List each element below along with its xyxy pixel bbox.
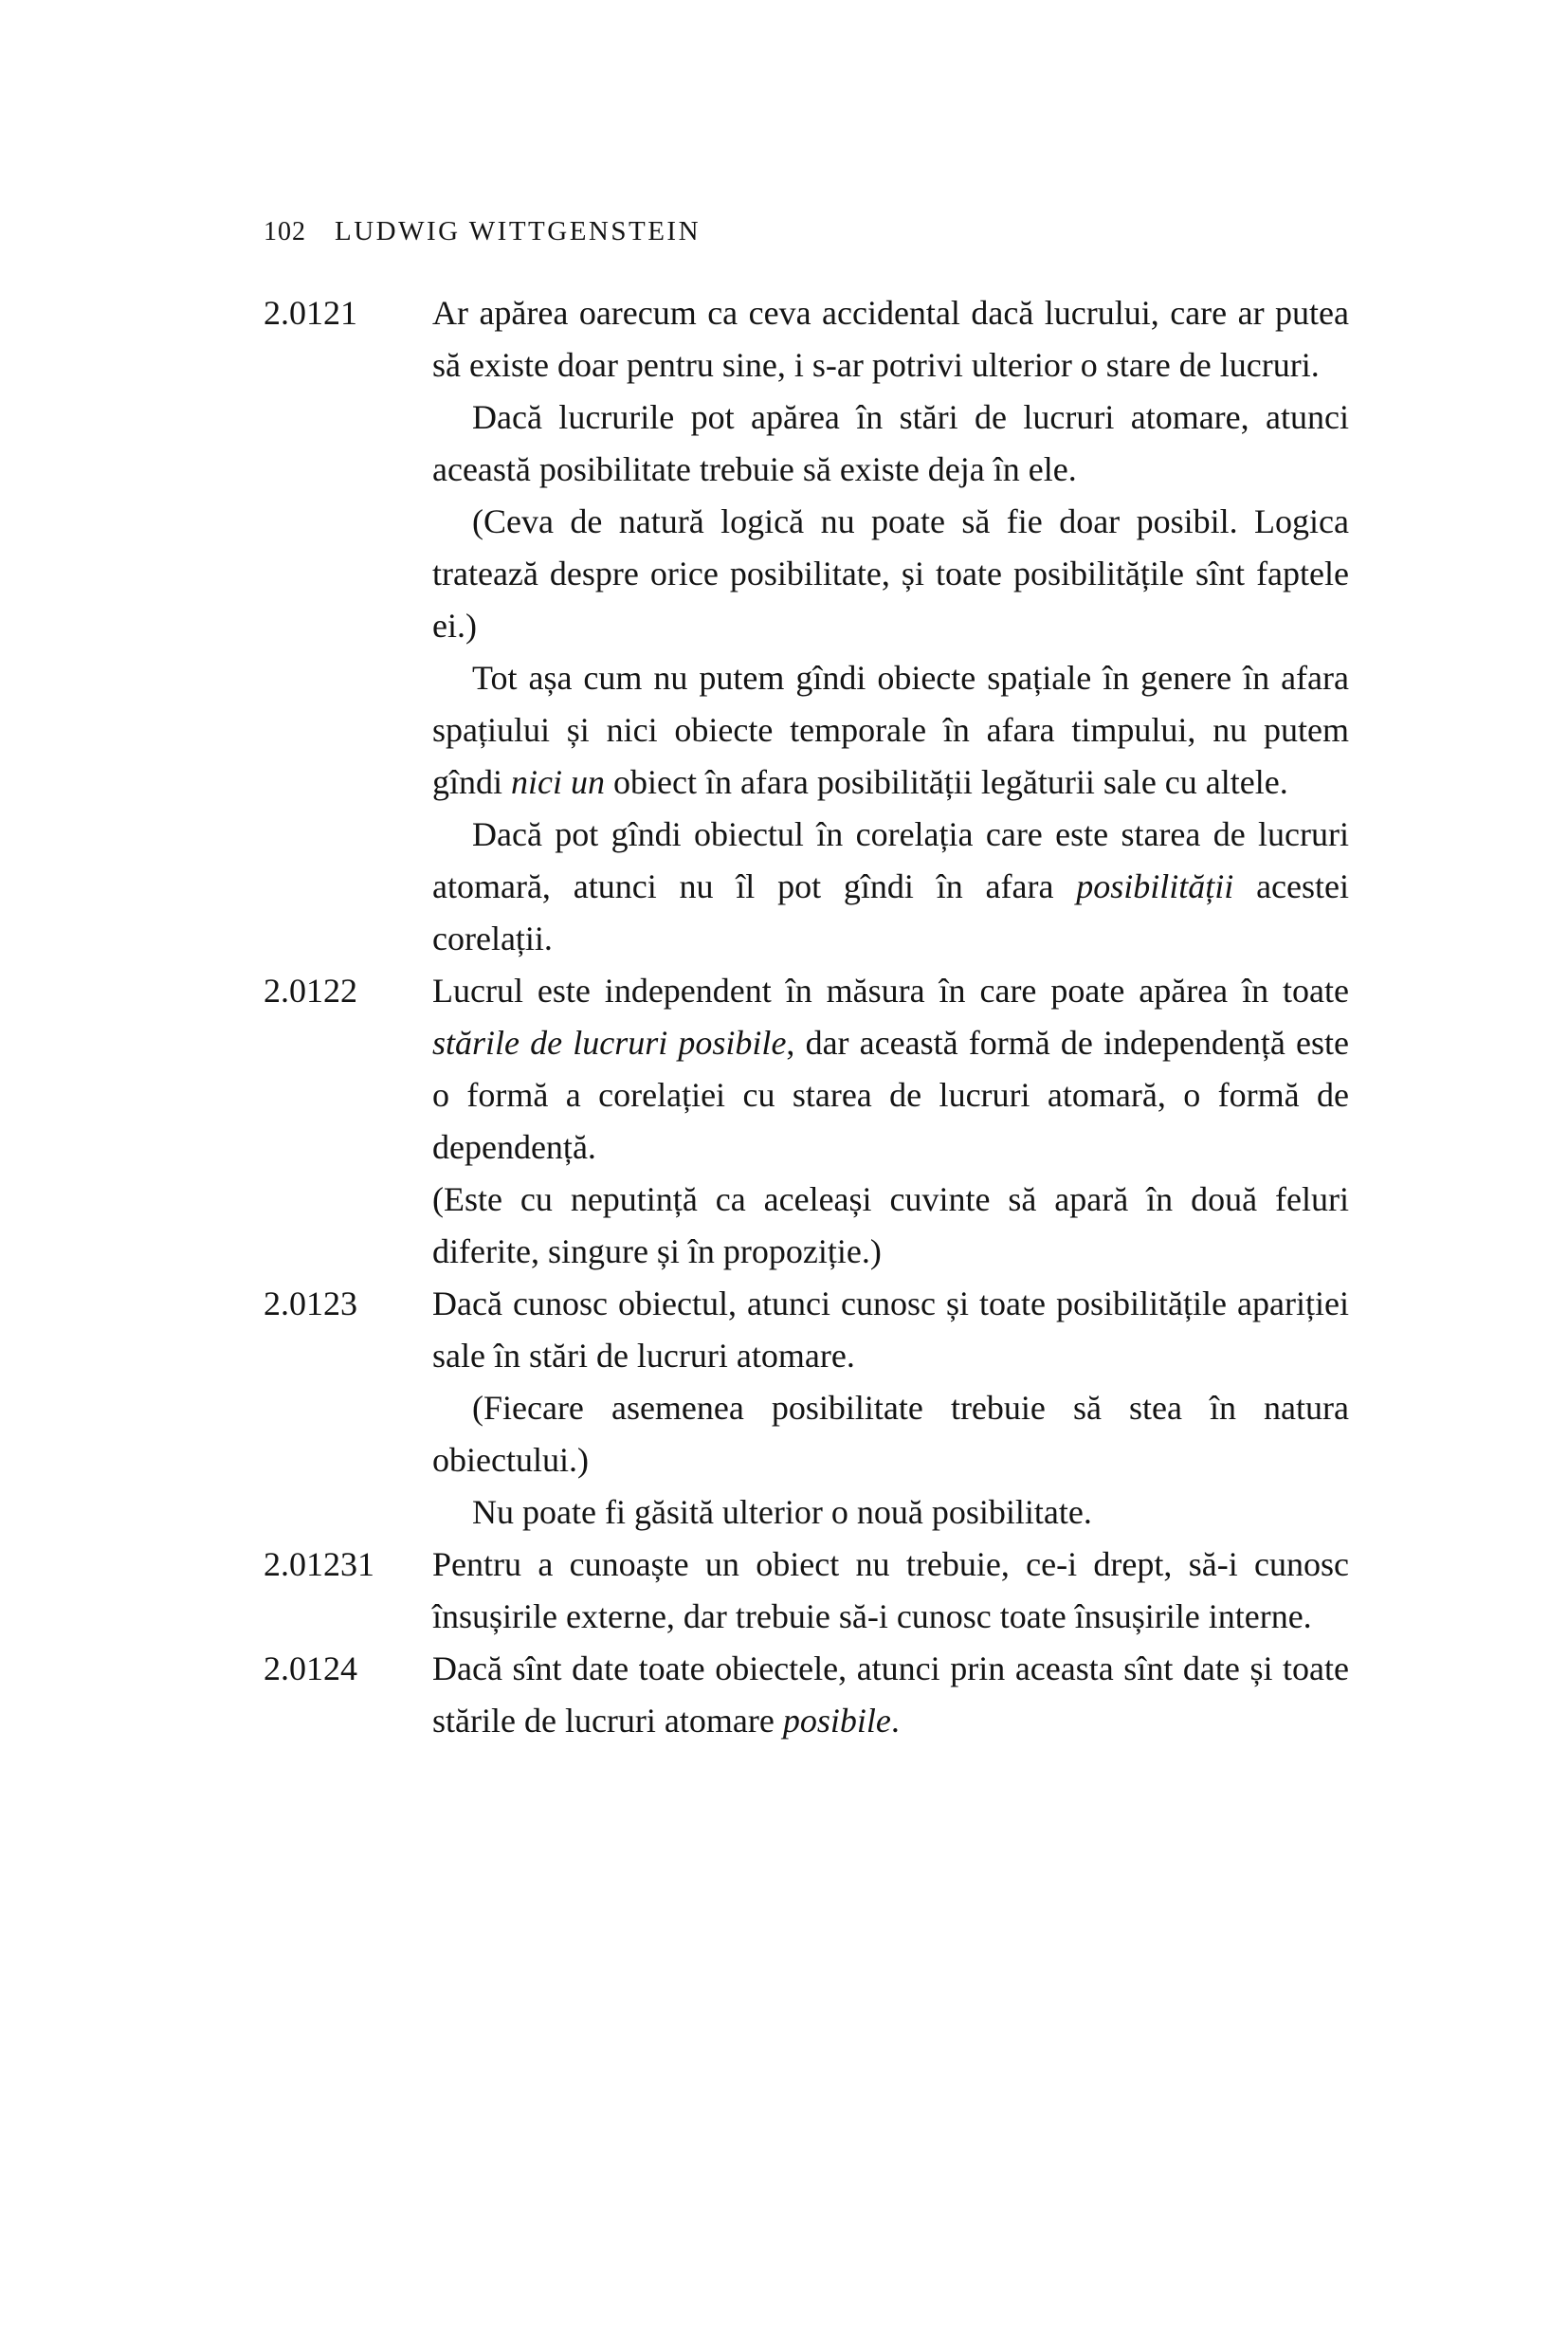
- proposition-paragraph: [432, 1643, 1349, 1747]
- text-segment: Dacă cunosc obiectul, atunci cunosc și toate posibilitățile apariției sale în stări de lucruri atomare.: [432, 1285, 1349, 1375]
- proposition-paragraph: [432, 1174, 1349, 1278]
- proposition-body: [432, 1278, 1349, 1539]
- text-segment: Dacă sînt date toate obiectele, atunci prin aceasta sînt date și toate stările de lucruri atomare: [432, 1649, 1349, 1740]
- proposition-paragraph: [432, 287, 1349, 392]
- proposition: [264, 287, 1349, 965]
- proposition: [264, 1643, 1349, 1747]
- text-segment: , dar această formă de independență este o formă a corelației cu starea de lucruri atomară, o formă de dependență.: [432, 1024, 1349, 1166]
- page-number: 102: [264, 217, 306, 246]
- text-segment: Pentru a cunoaște un obiect nu trebuie, ce-i drept, să-i cunosc însușirile externe, dar trebuie să-i cunosc toate însușirile interne.: [432, 1545, 1349, 1635]
- proposition-number: 2.01231: [264, 1545, 374, 1583]
- proposition-paragraph: [432, 652, 1349, 809]
- proposition-paragraph: [432, 392, 1349, 496]
- text-segment: Ar apărea oarecum ca ceva accidental dacă lucrului, care ar putea să existe doar pentru sine, i s-ar potrivi ulterior o stare de lucruri.: [432, 294, 1349, 384]
- text-segment: .: [890, 1702, 900, 1740]
- running-header: [264, 216, 1349, 247]
- proposition: [264, 1278, 1349, 1539]
- propositions: [264, 287, 1349, 1747]
- proposition-number: 2.0123: [264, 1285, 357, 1322]
- proposition-body: [432, 1539, 1349, 1643]
- proposition-number: 2.0124: [264, 1649, 357, 1687]
- text-segment-italic: posibile: [782, 1702, 891, 1740]
- proposition-paragraph: [432, 496, 1349, 652]
- text-segment-italic: posibilității: [1076, 867, 1234, 905]
- text-segment-italic: stările de lucruri posibile: [432, 1024, 787, 1062]
- proposition: [264, 1539, 1349, 1643]
- proposition-body: [432, 965, 1349, 1278]
- page-content: [264, 216, 1349, 1747]
- proposition-paragraph: [432, 1539, 1349, 1643]
- proposition-paragraph: [432, 1278, 1349, 1382]
- text-segment: Dacă lucrurile pot apărea în stări de lucruri atomare, atunci această posibilitate trebuie să existe deja în ele.: [432, 398, 1349, 488]
- proposition-paragraph: [432, 1486, 1349, 1539]
- text-segment: acestei corelații.: [432, 867, 1349, 957]
- text-segment: (Ceva de natură logică nu poate să fie doar posibil. Logica tratează despre orice posibilitate, și toate posibilitățile sînt faptele ei.): [432, 502, 1349, 645]
- proposition: [264, 965, 1349, 1278]
- text-segment: obiect în afara posibilității legăturii sale cu altele.: [605, 763, 1288, 801]
- proposition-paragraph: [432, 809, 1349, 965]
- text-segment: Tot așa cum nu putem gîndi obiecte spațiale în genere în afara spațiului și nici obiecte temporale în afara timpului, nu putem gîndi: [432, 659, 1349, 801]
- proposition-body: [432, 287, 1349, 965]
- text-segment: (Este cu neputință ca aceleași cuvinte să apară în două feluri diferite, singure și în propoziție.): [432, 1180, 1349, 1270]
- proposition-paragraph: [432, 1382, 1349, 1486]
- text-segment: Dacă pot gîndi obiectul în corelația care este starea de lucruri atomară, atunci nu îl pot gîndi în afara: [432, 815, 1349, 905]
- text-segment-italic: nici un: [511, 763, 605, 801]
- running-header-title: LUDWIG WITTGENSTEIN: [335, 216, 702, 246]
- proposition-number: 2.0122: [264, 972, 357, 1010]
- text-segment: (Fiecare asemenea posibilitate trebuie să stea în natura obiectului.): [432, 1389, 1349, 1479]
- text-segment: Nu poate fi găsită ulterior o nouă posibilitate.: [472, 1493, 1092, 1531]
- proposition-paragraph: [432, 965, 1349, 1174]
- proposition-body: [432, 1643, 1349, 1747]
- text-segment: Lucrul este independent în măsura în care poate apărea în toate: [432, 972, 1349, 1010]
- proposition-number: 2.0121: [264, 294, 357, 332]
